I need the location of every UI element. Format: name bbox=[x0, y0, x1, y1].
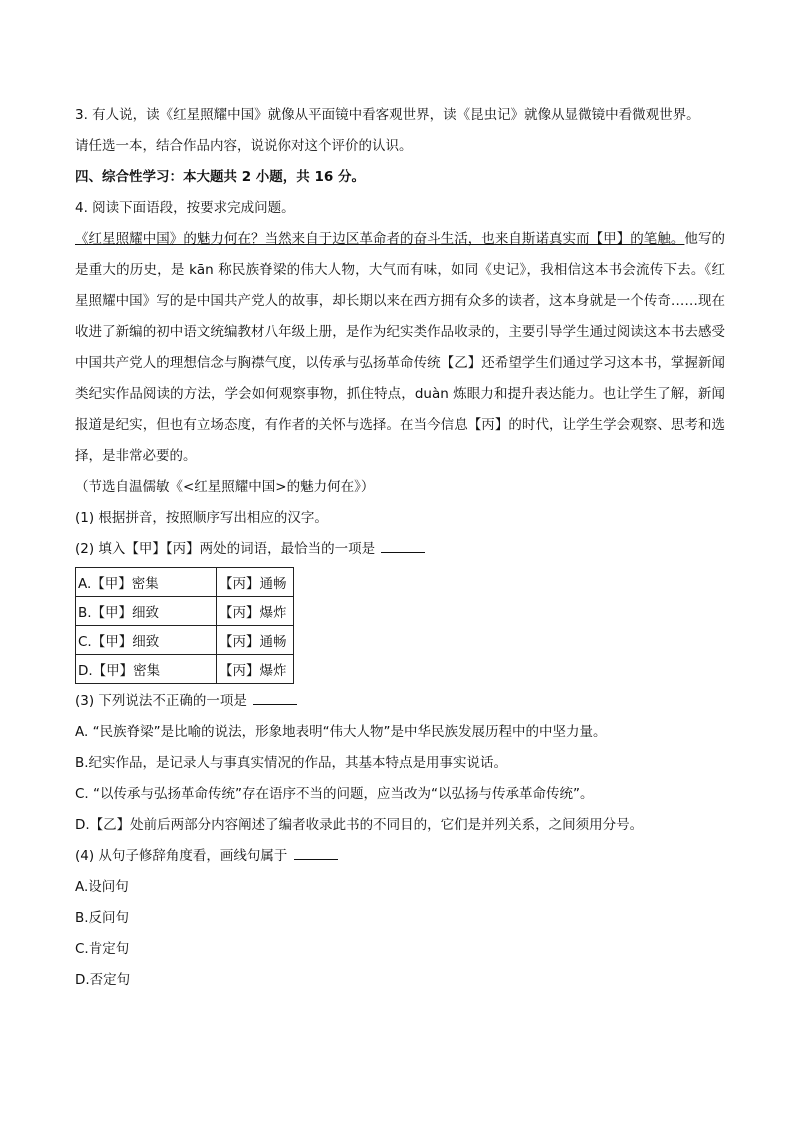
option-item[interactable]: C. “以传承与弘扬革命传统”存在语序不当的问题，应当改为“以弘扬与传承革命传统”。 bbox=[75, 786, 594, 802]
question-4-intro: 4. 阅读下面语段，按要求完成问题。 bbox=[75, 200, 295, 216]
answer-blank[interactable] bbox=[253, 692, 297, 705]
question-3-line-2: 请任选一本，结合作品内容，说说你对这个评价的认识。 bbox=[75, 138, 413, 154]
option-item[interactable]: D.【乙】处前后两部分内容阐述了编者收录此书的不同目的，它们是并列关系，之间须用分号。 bbox=[75, 817, 644, 833]
table-row[interactable] bbox=[76, 655, 294, 684]
underlined-sentence: 《红星照耀中国》的魅力何在？当然来自于边区革命者的奋斗生活，也来自斯诺真实而【甲】的笔触。 bbox=[75, 231, 685, 247]
sub-question-4 bbox=[75, 841, 725, 872]
option-item[interactable]: D.否定句 bbox=[75, 972, 131, 988]
option-cell-jia: C.【甲】细致 bbox=[76, 626, 217, 655]
section-heading-count: 2 bbox=[241, 169, 252, 185]
option-cell-bing: 【丙】通畅 bbox=[217, 568, 294, 597]
sub-question-1: (1) 根据拼音，按照顺序写出相应的汉字。 bbox=[75, 510, 328, 526]
option-item[interactable]: A. “民族脊梁”是比喻的说法，形象地表明“伟大人物”是中华民族发展历程中的中坚力量。 bbox=[75, 724, 607, 740]
section-4-heading bbox=[75, 162, 725, 193]
exam-page bbox=[75, 100, 725, 996]
option-cell-jia: B.【甲】细致 bbox=[76, 597, 217, 626]
option-item[interactable]: B.纪实作品，是记录人与事真实情况的作品，其基本特点是用事实说话。 bbox=[75, 755, 508, 771]
option-item[interactable]: B.反问句 bbox=[75, 910, 130, 926]
section-heading-mid: 小题，共 bbox=[251, 169, 315, 185]
sub-question-3-text: (3) 下列说法不正确的一项是 bbox=[75, 693, 247, 709]
table-row[interactable] bbox=[76, 597, 294, 626]
reading-passage bbox=[75, 224, 725, 472]
option-cell-jia: D.【甲】密集 bbox=[76, 655, 217, 684]
answer-blank[interactable] bbox=[381, 540, 425, 553]
passage-rest: 他写的是重大的历史，是 kān 称民族脊梁的伟大人物，大气而有味，如同《史记》，我相信这本书会流传下去。《红星照耀中国》写的是中国共产党人的故事，却长期以来在西方拥有众多的读者，这本身就是一个传奇……现在收进了新编的初中语文统编教材八年级上册，是作为纪实类作品收录的，主要引导学生通过阅读这本书去感受中国共产党人的理想信念与胸襟气度，以传承与弘扬革命传统【乙】还希望学生们通过学习这本书，掌握新闻类纪实作品阅读的方法，学会如何观察事物，抓住特点，duàn 炼眼力和提升表达能力。也让学生了解，新闻报道是纪实，但也有立场态度，有作者的关怀与选择。在当今信息【丙】的时代，让学生学会观察、思考和选择，是非常必要的。 bbox=[75, 231, 726, 464]
table-row[interactable] bbox=[76, 568, 294, 597]
option-cell-jia: A.【甲】密集 bbox=[76, 568, 217, 597]
question-3-line-1: 3. 有人说，读《红星照耀中国》就像从平面镜中看客观世界，读《昆虫记》就像从显微镜中看微观世界。 bbox=[75, 107, 700, 123]
passage-source: （节选自温儒敏《<红星照耀中国>的魅力何在》） bbox=[75, 479, 375, 495]
options-table bbox=[75, 567, 294, 684]
sub-question-4-text: (4) 从句子修辞角度看，画线句属于 bbox=[75, 848, 288, 864]
section-heading-prefix: 四、综合性学习：本大题共 bbox=[75, 169, 242, 185]
option-item[interactable]: A.设问句 bbox=[75, 879, 129, 895]
sub-question-2-text: (2) 填入【甲】【丙】两处的词语，最恰当的一项是 bbox=[75, 541, 376, 557]
answer-blank[interactable] bbox=[294, 847, 338, 860]
sub-question-3 bbox=[75, 686, 725, 717]
option-cell-bing: 【丙】爆炸 bbox=[217, 597, 294, 626]
option-cell-bing: 【丙】通畅 bbox=[217, 626, 294, 655]
sub-question-2 bbox=[75, 534, 725, 565]
section-heading-suffix: 分。 bbox=[333, 169, 366, 185]
table-row[interactable] bbox=[76, 626, 294, 655]
option-item[interactable]: C.肯定句 bbox=[75, 941, 130, 957]
section-heading-score: 16 bbox=[314, 169, 334, 185]
option-cell-bing: 【丙】爆炸 bbox=[217, 655, 294, 684]
